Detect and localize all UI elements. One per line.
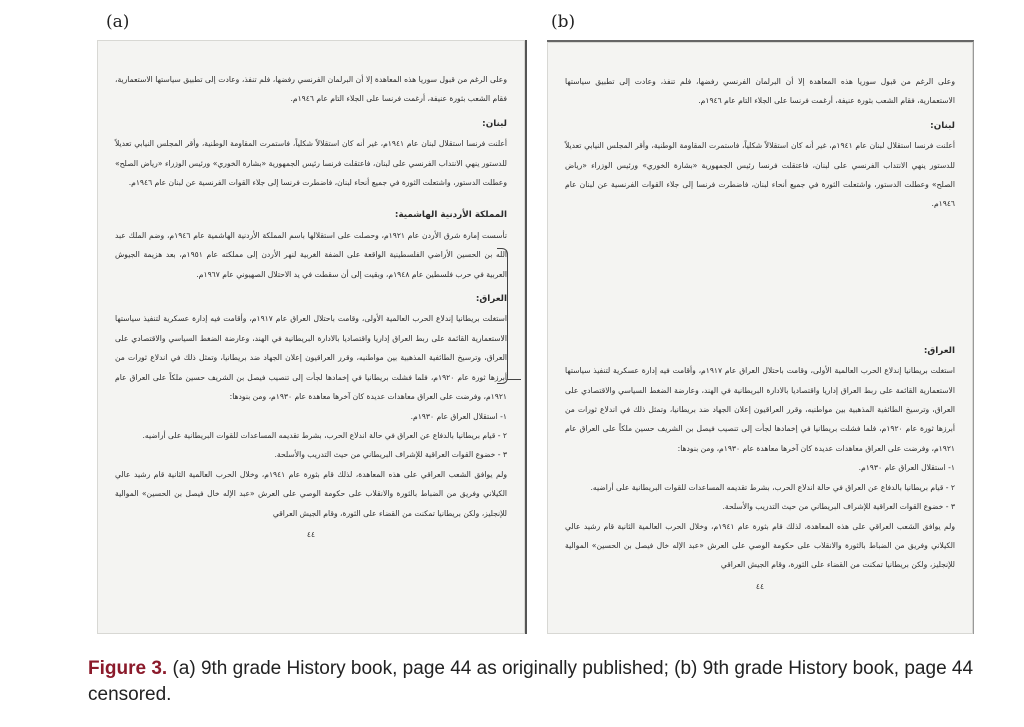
paragraph-iraq: استغلت بريطانيا إندلاع الحرب العالمية الأولى، وقامت باحتلال العراق عام ١٩١٧م، وأقامت فيه إدارة عسكرية لتنفيذ سياستها الاستعمارية القائمة على ربط العراق إداريا واقتصاديا بالادارة البريطانية في الهند، وعارضة الضغط السياسي والاقتصادي على العراق، وترسيخ الطائفية المذهبية بين مواطنيه، وقرر العراقيون إعلان الجهاد ضد بريطانيا، وتمثل ذلك في اندلاع ثورات من أبرزها ثورة عام ١٩٢٠م، فلما فشلت بريطانيا في إخمادها لجأت إلى تنصيب فيصل بن الشريف حسين ملكاً على العراق عام ١٩٢١م، وفرضت على العراق معاهدات عديدة كان آخرها معاهدة عام ١٩٣٠م، ومن بنودها: xyxy=(565,366,955,453)
paragraph-jordan: تأسست إمارة شرق الأردن عام ١٩٢١م، وحصلت على استقلالها باسم المملكة الأردنية الهاشمية عام ١٩٤٦م، وضم الملك عبد الله بن الحسين الأراضي الفلسطينية الواقعة على الضفة الغربية لنهر الأردن إلى مملكته عام ١٩٥١م، بعد هزيمة الجيوش العربية في حرب فلسطين عام ١٩٤٨م، وبقيت إلى أن سقطت في يد الاحتلال الصهيوني عام ١٩٦٧م. xyxy=(115,230,507,279)
heading-iraq: العراق: xyxy=(475,294,507,305)
figure-caption xyxy=(88,656,1008,708)
paragraph-iraq-revolt: ولم يوافق الشعب العراقي على هذه المعاهدة، لذلك قام بثورة عام ١٩٤١م، وخلال الحرب العالمية الثانية قام رشيد عالي الكيلاني وفريق من الضباط بالثورة والانقلاب على حكومة الوصي على العرش «عبد الإله خال فيصل بن الحسين» الموالية للإنجليز، ولكن بريطانيا تمكنت من القضاء على الثورة، وقام الجيش العراقي xyxy=(115,469,507,518)
page-text-original xyxy=(115,70,507,634)
list-item-1: ١- استقلال العراق عام ١٩٣٠م. xyxy=(410,411,507,421)
paragraph-iraq: استغلت بريطانيا إندلاع الحرب العالمية الأولى، وقامت باحتلال العراق عام ١٩١٧م، وأقامت فيه إدارة عسكرية لتنفيذ سياستها الاستعمارية القائمة على ربط العراق إداريا واقتصاديا بالادارة البريطانية في الهند، وعارضة الضغط السياسي والاقتصادي على العراق، وترسيخ الطائفية المذهبية بين مواطنيه، وقرر العراقيون إعلان الجهاد ضد بريطانيا، وتمثل ذلك في اندلاع ثورات من أبرزها ثورة عام ١٩٢٠م، فلما فشلت بريطانيا في إخمادها لجأت إلى تنصيب فيصل بن الشريف حسين ملكاً على العراق عام ١٩٢١م، وفرضت على العراق معاهدات عديدة كان آخرها معاهدة عام ١٩٣٠م، ومن بنودها: xyxy=(115,314,508,402)
paragraph-syria: وعلى الرغم من قبول سوريا هذه المعاهدة إلا أن البرلمان الفرنسي رفضها، فلم تنفذ، وعادت إلى تطبيق سياستها الاستعمارية، فقام الشعب بثورة عنيفة، أرغمت فرنسا على الجلاء التام عام ١٩٤٦م. xyxy=(115,75,507,104)
page-text-censored xyxy=(565,72,955,634)
panel-b-label: (b) xyxy=(551,12,576,32)
caption-text: (a) 9th grade History book, page 44 as originally published; (b) 9th grade History book, page 44 censored. xyxy=(88,658,974,705)
figure-label: Figure 3. xyxy=(88,658,168,679)
list-item-3: ٣ - خضوع القوات العراقية للإشراف البريطاني من حيث التدريب والأسلحة. xyxy=(722,502,955,512)
list-item-1: ١- استقلال العراق عام ١٩٣٠م. xyxy=(858,463,955,473)
paragraph-lebanon: أعلنت فرنسا استقلال لبنان عام ١٩٤١م، غير أنه كان استقلالاً شكلياً، فاستمرت المقاومة الوطنية، وأقر المجلس النيابي تعديلاً للدستور ينهي الانتداب الفرنسي على لبنان، فاعتقلت فرنسا رئيس الجمهورية «بشارة الخوري» ورئيس الوزراء «رياض الصلح» وعطلت الدستور، واشتعلت الثورة في جميع أنحاء لبنان، فاضطرت فرنسا إلى جلاء القوات الفرنسية عن لبنان عام ١٩٤٦م. xyxy=(115,139,507,188)
page-scan-censored xyxy=(547,40,974,634)
heading-jordan: المملكة الأردنية الهاشمية: xyxy=(394,210,507,221)
heading-lebanon: لبنان: xyxy=(482,118,507,129)
list-item-3: ٣ - خضوع القوات العراقية للإشراف البريطاني من حيث التدريب والأسلحة. xyxy=(274,450,507,460)
list-item-2: ٢ - قيام بريطانيا بالدفاع عن العراق في حالة اندلاع الحرب، بشرط تقديمه المساعدات للقوات البريطانية على أراضيه. xyxy=(590,482,955,492)
page-number: ٤٤ xyxy=(306,529,316,539)
page-scan-original xyxy=(97,40,527,634)
panel-a-label: (a) xyxy=(106,12,130,32)
list-item-2: ٢ - قيام بريطانيا بالدفاع عن العراق في حالة اندلاع الحرب، بشرط تقديمه المساعدات للقوات البريطانية على أراضيه. xyxy=(142,430,507,440)
paragraph-iraq-revolt: ولم يوافق الشعب العراقي على هذه المعاهدة، لذلك قام بثورة عام ١٩٤١م، وخلال الحرب العالمية الثانية قام رشيد عالي الكيلاني وفريق من الضباط بالثورة والانقلاب على حكومة الوصي على العرش «عبد الإله خال فيصل بن الحسين» الموالية للإنجليز، ولكن بريطانيا تمكنت من القضاء على الثورة، وقام الجيش العراقي xyxy=(565,521,956,570)
paragraph-lebanon: أعلنت فرنسا استقلال لبنان عام ١٩٤١م، غير أنه كان استقلالاً شكلياً، فاستمرت المقاومة الوطنية، وأقر المجلس النيابي تعديلاً للدستور ينهي الانتداب الفرنسي على لبنان، فاعتقلت فرنسا رئيس الجمهورية «بشارة الخوري» ورئيس الوزراء «رياض الصلح» وعطلت الدستور، واشتعلت الثورة في جميع أنحاء لبنان، فاضطرت فرنسا إلى جلاء القوات الفرنسية عن لبنان عام ١٩٤٦م. xyxy=(565,141,955,209)
heading-iraq: العراق: xyxy=(923,345,955,356)
censor-bracket-mark xyxy=(497,248,508,384)
censored-blank-space xyxy=(565,214,955,336)
paragraph-syria: وعلى الرغم من قبول سوريا هذه المعاهدة إلا أن البرلمان الفرنسي رفضها، فلم تنفذ، وعادت إلى تطبيق سياستها الاستعمارية، فقام الشعب بثورة عنيفة، أرغمت فرنسا على الجلاء التام عام ١٩٤٦م. xyxy=(565,77,955,106)
censor-bracket-tick xyxy=(507,379,521,380)
heading-lebanon: لبنان: xyxy=(930,120,955,131)
page-number: ٤٤ xyxy=(755,581,765,591)
